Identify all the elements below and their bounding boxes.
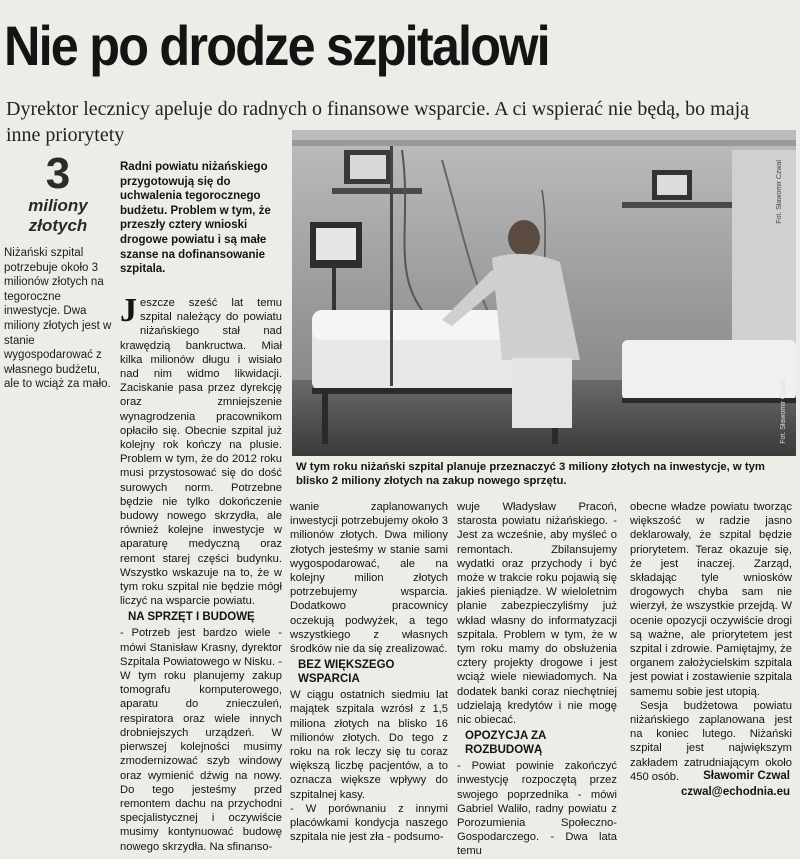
lead-paragraph: Radni powiatu niżańskiego przygotowują się do uchwalenia tegorocznego budżetu. Problem w tym, że przeszły cztery wnioski drogowe powiatu i są małe szanse na dofinansowanie szpitala. <box>120 161 271 276</box>
facts-text: Niżański szpital potrzebuje około 3 milionów złotych na tegoroczne inwestycje. Dwa miliony złotych jest w stanie wygospodarować z własnego budżetu, ale to wciąż za mało. <box>4 247 112 391</box>
byline <box>630 768 790 800</box>
section-heading: BEZ WIĘKSZEGO WSPARCIA <box>298 659 395 686</box>
paragraph <box>120 292 282 608</box>
photo-caption: W tym roku niżański szpital planuje przeznaczyć 3 miliony złotych na inwestycje, w tym blisko 2 miliony złotych na zakup nowego sprzętu. <box>296 461 765 488</box>
facts-unit: miliony złotych <box>28 196 88 235</box>
hospital-photo <box>292 130 796 456</box>
facts-number: 3 <box>45 149 71 198</box>
paragraph: - Powiat powinie zakończyć inwestycję rozpoczętą przez swojego poprzednika - mówi Gabriel Waliło, radny powiatu z Porozumienia Społeczno-Gospodarczego. - Dwa lata temu <box>457 760 617 858</box>
section-heading: NA SPRZĘT I BUDOWĘ <box>128 611 255 624</box>
hospital-room-illustration <box>292 130 796 456</box>
paragraph: wanie zaplanowanych inwestycji potrzebujemy około 3 milionów złotych. Dwa miliony złotych jesteśmy w stanie sami wygospodarować, ale na kolejny milion złotych potrzebujemy wsparcia. Dodatkowo pracownicy oczekują podwyżek, a tego wszystkiego z własnych środków nie da się zrealizować. <box>290 501 448 656</box>
paragraph: Sesja budżetowa powiatu niżańskiego zaplanowana jest na koniec lutego. Niżański szpital jest największym zakładem zatrudniającym około 450 osób. <box>630 699 792 783</box>
photo-credit: Fot. Sławomir Czwal <box>776 160 783 224</box>
author-name: Sławomir Czwal <box>703 770 790 782</box>
paragraph-text: eszcze sześć lat temu szpital należący do powiatu niżańskiego stał nad krawędzią bankructwa. Miał kilka milionów długu i wisiało nad nim widmo likwidacji. Zaciskanie pasa przez dyrekcję oraz zmniejszenie wynagrodzenia pracownikom opłaciło się. Obecnie szpital już kolejny rok kończy na plusie. Problem w tym, że do 2012 roku musi przystosować się do dość surowych norm. Potrzebne będzie nie tylko dokończenie budowy nowego skrzydła, ale również kolejne inwestycje w aparaturę medyczną oraz remont starej części budynku. Wszystko wskazuje na to, że w tym roku szpital nie będzie mógł liczyć na wsparcie powiatu. <box>120 297 282 608</box>
headline: Nie po drodze szpitalowi <box>4 14 549 77</box>
drop-cap: J <box>120 292 137 329</box>
author-email: czwal@echodnia.eu <box>681 786 790 798</box>
section-heading: OPOZYCJA ZA ROZBUDOWĄ <box>465 730 546 757</box>
article-column-2 <box>290 500 448 844</box>
paragraph: obecne władze powiatu tworząc większość w radzie jasno deklarowały, że szpital będzie priorytetem. Teraz okazuje się, że jest inaczej. Zarząd, składając tyle wniosków drogowych chyba sam nie wierzył, że wszystkie przejdą. W ocenie opozycji oczywiście drogi są ważne, ale priorytetem jest szpital i zdrowie. Pamiętajmy, że organem założycielskim szpitala jest powiat i zostawienie szpitala samemu sobie jest utopią. <box>630 501 792 698</box>
paragraph: W ciągu ostatnich siedmiu lat majątek szpitala wzrósł z 1,5 miliona złotych na blisko 16 milionów złotych. Do tego z roku na rok leczy się tu coraz większą liczbę pacjentów, a to oznacza większe wpływy do szpitalnej kasy. <box>290 689 448 801</box>
photo-credit-inner: Fot. Sławomir Czwal <box>780 380 787 444</box>
paragraph: - Potrzeb jest bardzo wiele - mówi Stanisław Krasny, dyrektor Szpitala Powiatowego w Nisku. - W tym roku planujemy zakup tomografu komputerowego, aparatu do znieczuleń, respiratora oraz wiele innych drobniejszych urządzeń. W pierwszej kolejności musimy zmodernizować szyb windowy oraz wymienić dźwig na nowy. Do tego jesteśmy przed remontem dachu na przychodni specjalistycznej i oczywiście musimy kontynuować budowę nowego skrzydła. Na sfinanso- <box>120 627 282 853</box>
paragraph: - W porównaniu z innymi placówkami kondycja naszego szpitala nie jest zła - podsumo- <box>290 802 448 844</box>
subheadline: Dyrektor lecznicy apeluje do radnych o finansowe wsparcie. A ci wspierać nie będą, bo mają inne priorytety <box>6 98 750 146</box>
article-column-1 <box>120 292 282 853</box>
facts-box <box>4 149 112 392</box>
paragraph: wuje Władysław Pracoń, starosta powiatu niżańskiego. - Jest za wcześnie, aby myśleć o remontach. Zbilansujemy wydatki oraz przychody i być może w trakcie roku pojawią się jakieś pieniądze. W wieloletnim planie zabezpieczyliśmy już wkład własny do informatyzacji szpitala. Problem w tym, że w tym roku mamy do obsłużenia cztery projekty drogowe i jest wciąż wiele niewiadomych. Na dodatek banki coraz niechętniej udzielają kredytów i nie mogę nic obiecać. <box>457 501 617 727</box>
article-column-3 <box>457 500 617 858</box>
